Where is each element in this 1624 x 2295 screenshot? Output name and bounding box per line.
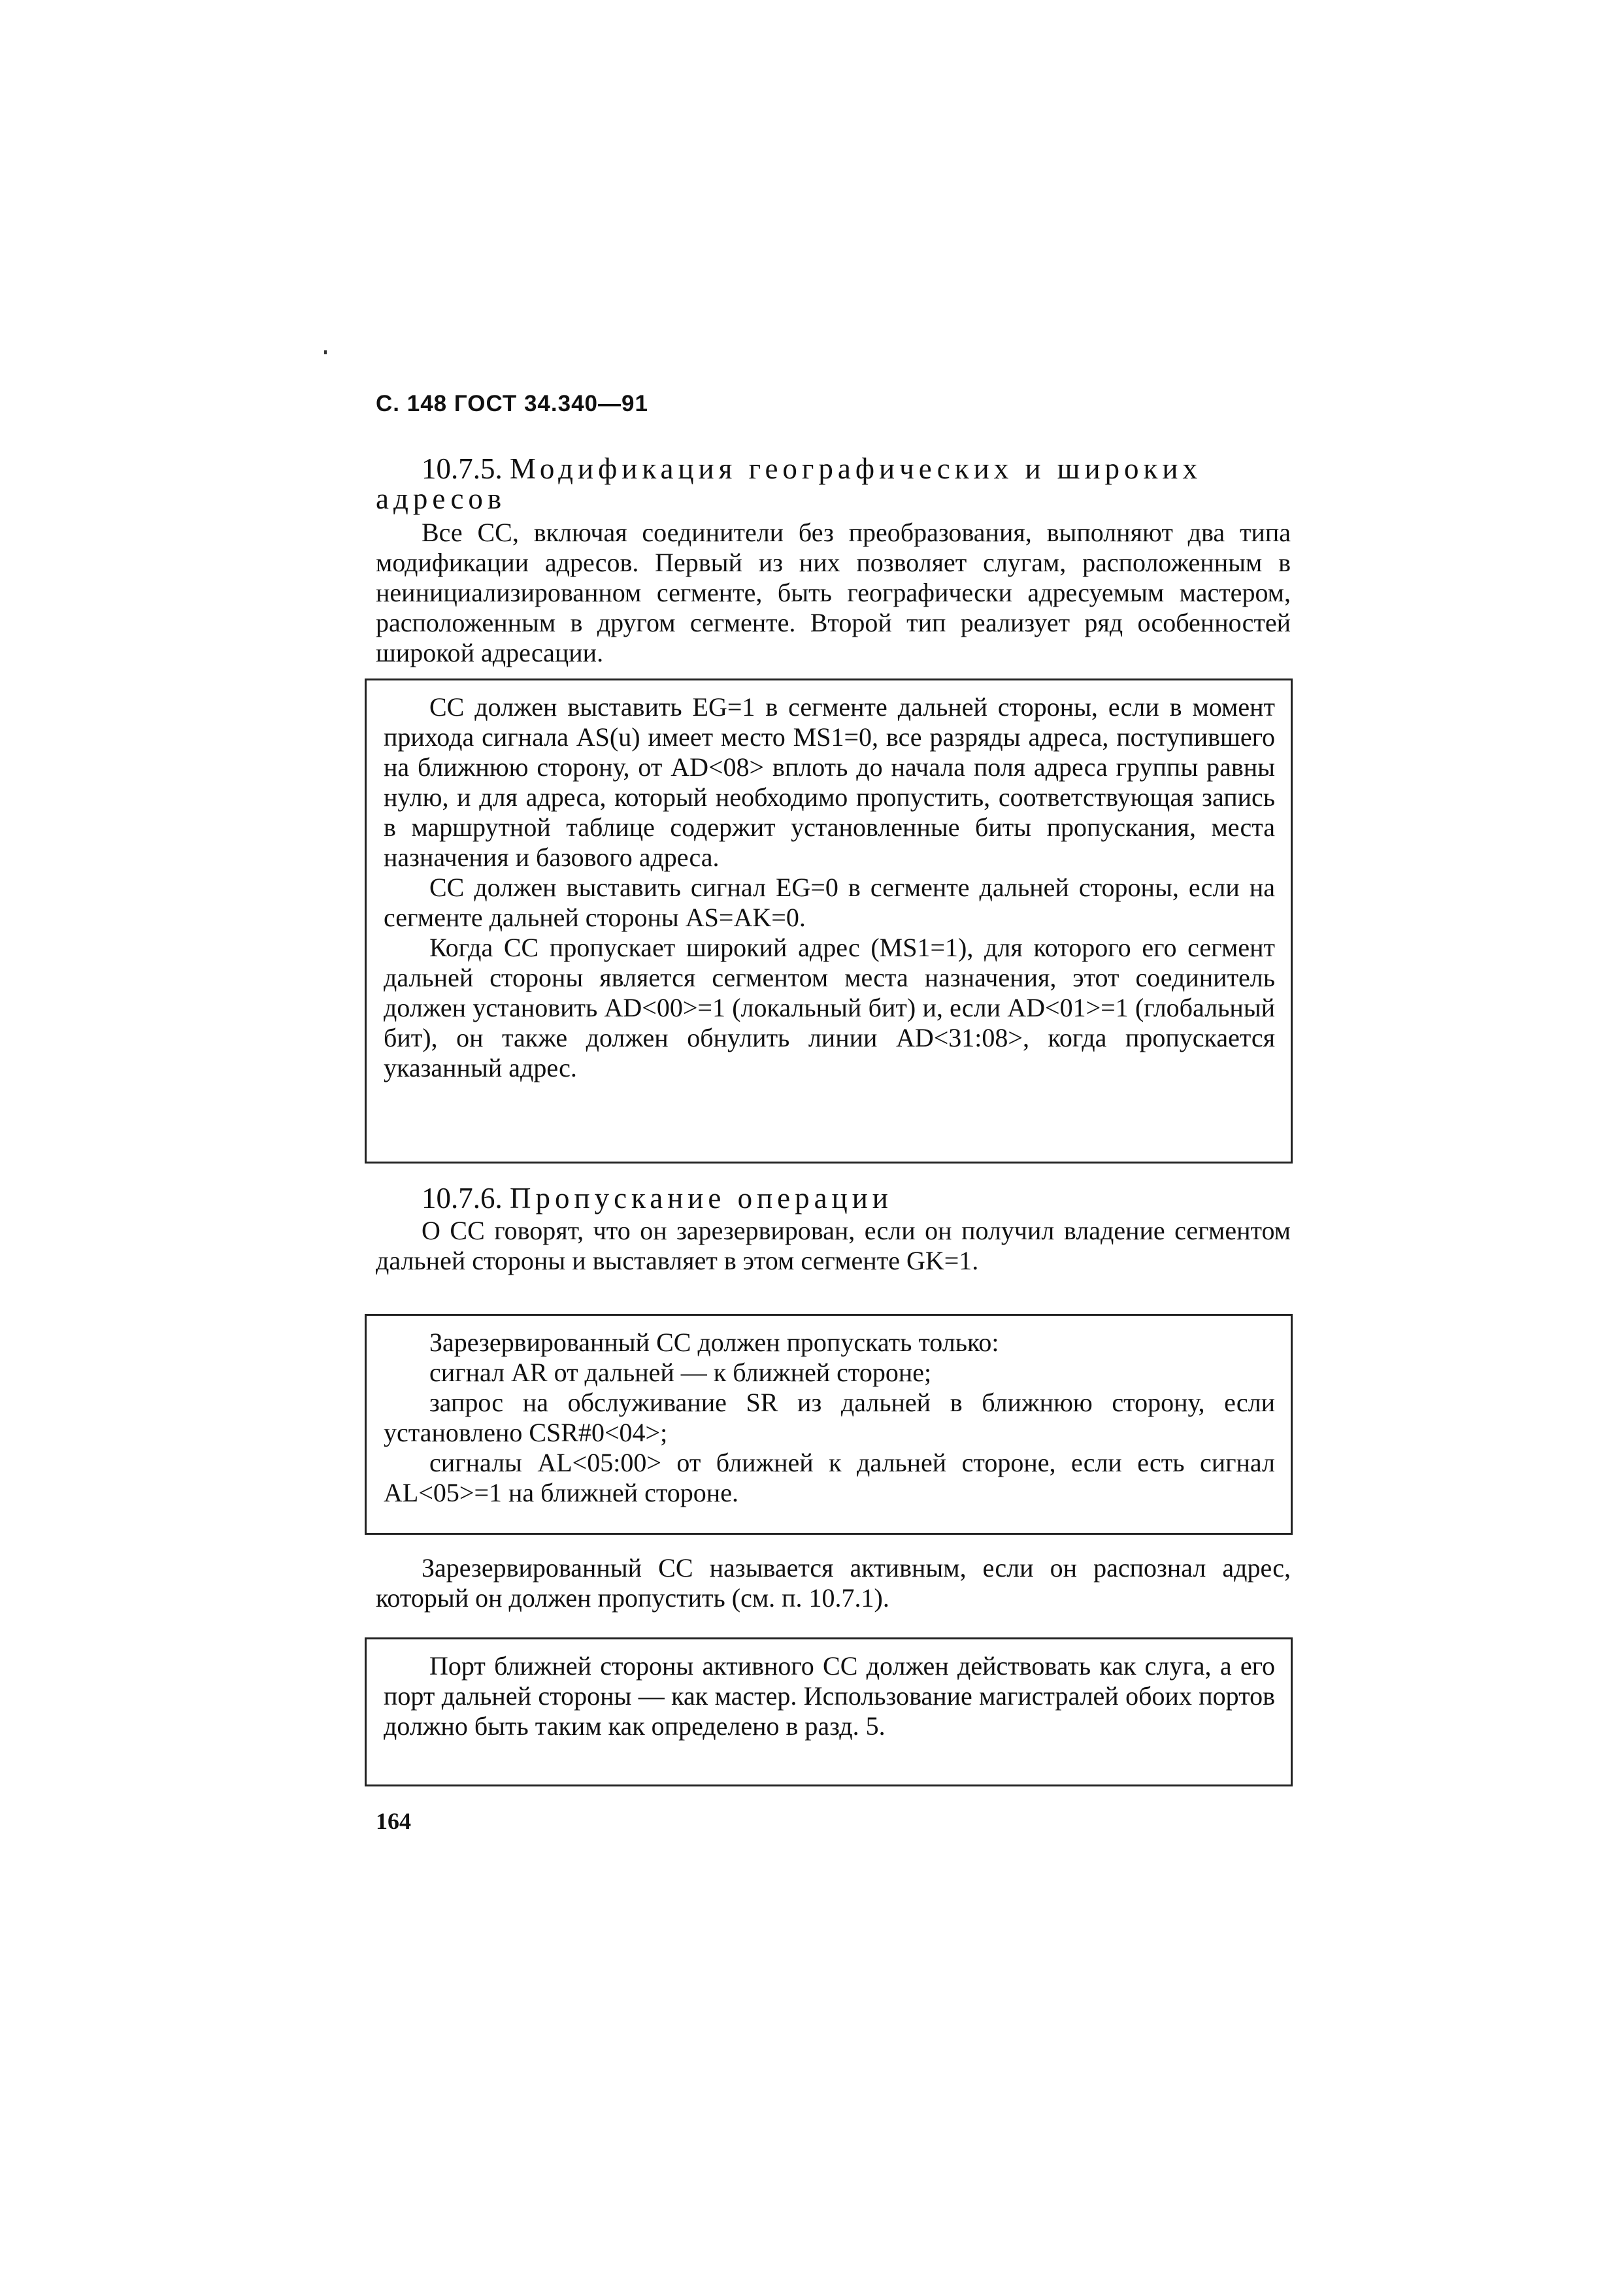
section-intro: О СС говорят, что он зарезервирован, если он получил владение сегментом дальней стороны и выставляет в этом сегменте GK=1.: [376, 1216, 1291, 1275]
section-heading: [376, 454, 1291, 514]
section-title: Модификация географических и широких адресов: [376, 452, 1202, 515]
between-paragraph: [376, 1553, 1291, 1613]
requirement-box-1: [365, 678, 1293, 1164]
requirement-line: запрос на обслуживание SR из дальней в ближнюю сторону, если установлено CSR#0<04>;: [384, 1388, 1275, 1447]
section-heading: [376, 1183, 1291, 1213]
requirement-line: сигналы AL<05:00> от ближней к дальней стороне, если есть сигнал AL<05>=1 на ближней стороне.: [384, 1448, 1275, 1507]
section-title: Пропускание операции: [510, 1182, 893, 1215]
requirement-paragraph: СС должен выставить EG=1 в сегменте дальней стороны, если в момент прихода сигнала AS(u) имеет место MS1=0, все разряды адреса, поступившего на ближнюю сторону, от AD<08> вплоть до начала поля адреса группы равны нулю, и для адреса, который необходимо пропустить, соответствующая запись в маршрутной таблице содержит установленные биты пропускания, места назначения и базового адреса.: [384, 692, 1275, 872]
section-10-7-5: [376, 454, 1291, 668]
body-paragraph: Зарезервированный СС называется активным, если он распознал адрес, который он должен пропустить (см. п. 10.7.1).: [376, 1553, 1291, 1613]
requirement-box-3: [365, 1637, 1293, 1786]
requirement-paragraph: Порт ближней стороны активного СС должен действовать как слуга, а его порт дальней стороны — как мастер. Использование магистралей обоих портов должно быть таким как определено в разд. 5.: [384, 1651, 1275, 1741]
requirement-paragraph: СС должен выставить сигнал EG=0 в сегменте дальней стороны, если на сегменте дальней стороны AS=AK=0.: [384, 873, 1275, 932]
section-10-7-6: [376, 1183, 1291, 1276]
section-number: 10.7.5.: [422, 452, 503, 485]
requirement-paragraph: Когда СС пропускает широкий адрес (MS1=1), для которого его сегмент дальней стороны является сегментом места назначения, этот соединитель должен установить AD<00>=1 (локальный бит) и, если AD<01>=1 (глобальный бит), он также должен обнулить линии AD<31:08>, когда пропускается указанный адрес.: [384, 933, 1275, 1082]
section-number: 10.7.6.: [422, 1182, 503, 1215]
requirement-box-2: [365, 1314, 1293, 1535]
section-intro: Все СС, включая соединители без преобразования, выполняют два типа модификации адресов. Первый из них позволяет слугам, расположенным в неинициализированном сегменте, быть географически адресуемым мастером, расположенным в другом сегменте. Второй тип реализует ряд особенностей широкой адресации.: [376, 518, 1291, 667]
requirement-line: сигнал AR от дальней — к ближней стороне;: [429, 1358, 932, 1387]
scan-speck: [324, 350, 327, 354]
page-number: 164: [376, 1808, 411, 1834]
running-head: С. 148 ГОСТ 34.340—91: [376, 391, 648, 416]
requirement-line: Зарезервированный СС должен пропускать только:: [429, 1328, 999, 1357]
